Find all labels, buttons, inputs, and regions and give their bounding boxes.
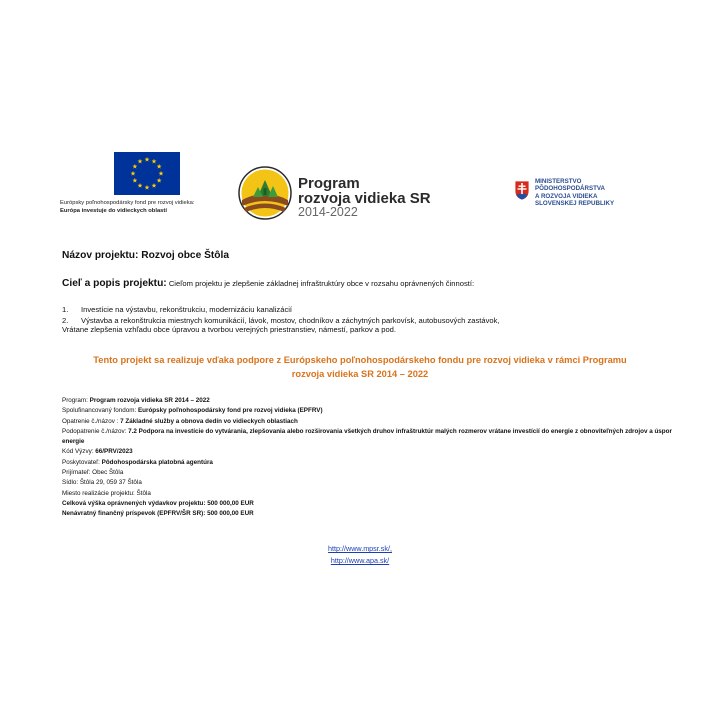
eu-star-icon xyxy=(159,171,164,176)
links xyxy=(200,543,520,567)
ministry-name xyxy=(535,178,614,208)
eu-star-icon xyxy=(145,157,150,162)
list-item-text: Výstavba a rekonštrukcia miestnych komunikácií, lávok, mostov, chodníkov a záchytných parkovísk, autobusových zastávok, xyxy=(81,316,500,326)
detail-program xyxy=(62,396,702,406)
detail-value: Európsky poľnohospodársky fond pre rozvoj vidieka (EPFRV) xyxy=(137,407,323,415)
support-statement xyxy=(40,353,680,381)
ministry-line1: MINISTERSTVO xyxy=(535,178,582,185)
eu-star-icon xyxy=(131,171,136,176)
project-goal xyxy=(62,278,474,289)
detail-label: Poskytovateľ: xyxy=(62,458,100,466)
eu-logo xyxy=(60,152,235,215)
project-goal-label: Cieľ a popis projektu: xyxy=(62,278,167,289)
detail-grant-text: Nenávratný finančný príspevok (EPFRV/ŠR SR): 500 000,00 EUR xyxy=(62,510,254,518)
detail-label: Spolufinancovaný fondom: xyxy=(62,407,137,415)
program-title-line2: rozvoja vidieka SR xyxy=(298,190,431,207)
project-details xyxy=(62,396,702,520)
ministry-line4: SLOVENSKEJ REPUBLIKY xyxy=(535,200,615,208)
list-continuation: Vrátane zlepšenia vzhľadu obce úpravou a tvorbou verejných priestranstiev, námestí, parkov a pod. xyxy=(62,325,396,335)
list-item xyxy=(62,304,682,315)
eu-star-icon xyxy=(157,164,162,169)
detail-provider xyxy=(62,458,702,468)
slovak-crest-icon xyxy=(514,180,530,201)
support-line2: rozvoja vidieka SR 2014 – 2022 xyxy=(291,369,429,379)
program-logo xyxy=(238,162,448,222)
apa-link[interactable]: http://www.apa.sk/ xyxy=(330,556,390,565)
eu-star-icon xyxy=(145,185,150,190)
detail-submeasure xyxy=(62,427,682,448)
list-item-number: 1. xyxy=(62,305,69,314)
list-item-text: Investície na výstavbu, rekonštrukciu, modernizáciu kanalizácií xyxy=(81,305,293,314)
eu-flag-icon xyxy=(114,152,180,195)
project-name-value: Rozvoj obce Štôla xyxy=(141,250,230,261)
detail-label: Kód Výzvy: xyxy=(62,448,94,456)
ministry-logo xyxy=(514,178,644,218)
detail-label: Podopatrenie č./názov: xyxy=(62,427,127,435)
detail-label: Program: xyxy=(62,397,88,404)
detail-value: 7.2 Podpora na investície do vytvárania, zlepšovania alebo rozširovania všetkých druhov infraštruktúr malých rozmerov vrátane investícií do energie z obnoviteľných zdrojov a úspor energie xyxy=(62,427,672,446)
detail-value: Pôdohospodárska platobná agentúra xyxy=(101,458,213,466)
detail-call xyxy=(62,447,702,457)
program-title-line1: Program xyxy=(298,175,360,192)
detail-fund xyxy=(62,406,702,416)
detail-recipient: Prijímateľ: Obec Štôla xyxy=(62,469,124,477)
ministry-line2: PÔDOHOSPODÁRSTVA xyxy=(535,185,606,193)
detail-value: 7 Základné služby a obnova dedín vo vidieckych oblastiach xyxy=(120,417,298,425)
detail-total xyxy=(62,499,702,509)
support-line1: Tento projekt sa realizuje vďaka podpore z Európskeho poľnohospodárskeho fondu pre rozvoj vidieka v rámci Programu xyxy=(93,355,627,365)
project-name xyxy=(62,250,229,261)
detail-total-text: Celková výška oprávnených výdavkov projektu: 500 000,00 EUR xyxy=(62,499,254,507)
eu-star-icon xyxy=(138,183,143,188)
mpsr-link[interactable]: http://www.mpsr.sk/, xyxy=(328,544,392,553)
project-name-label: Názov projektu: xyxy=(62,250,139,261)
program-years: 2014-2022 xyxy=(298,205,358,219)
detail-value: Program rozvoja vidieka SR 2014 – 2022 xyxy=(89,397,210,404)
detail-grant xyxy=(62,509,702,519)
eu-caption xyxy=(60,199,235,215)
detail-location: Miesto realizácie projektu: Štôla xyxy=(62,489,151,497)
ministry-line3: A ROZVOJA VIDIEKA xyxy=(535,192,598,200)
eu-star-icon xyxy=(138,159,143,164)
activities-list xyxy=(62,304,682,336)
eu-star-icon xyxy=(152,159,157,164)
eu-caption-line1: Európsky poľnohospodársky fond pre rozvoj vidieka: xyxy=(60,200,195,206)
eu-star-icon xyxy=(152,183,157,188)
project-goal-text: Cieľom projektu je zlepšenie základnej infraštruktúry obce v rozsahu oprávnených činností: xyxy=(168,279,475,288)
program-emblem-icon xyxy=(238,166,292,220)
eu-star-icon xyxy=(132,178,137,183)
detail-measure xyxy=(62,417,702,427)
detail-seat: Sídlo: Štôla 29, 059 37 Štôla xyxy=(62,479,142,487)
eu-star-icon xyxy=(132,164,137,169)
detail-value: 66/PRV/2023 xyxy=(95,448,133,456)
eu-caption-line2: Európa investuje do vidieckych oblastí xyxy=(60,208,167,214)
eu-star-icon xyxy=(157,178,162,183)
list-item-number: 2. xyxy=(62,316,69,326)
detail-label: Opatrenie č./názov : xyxy=(62,417,119,425)
